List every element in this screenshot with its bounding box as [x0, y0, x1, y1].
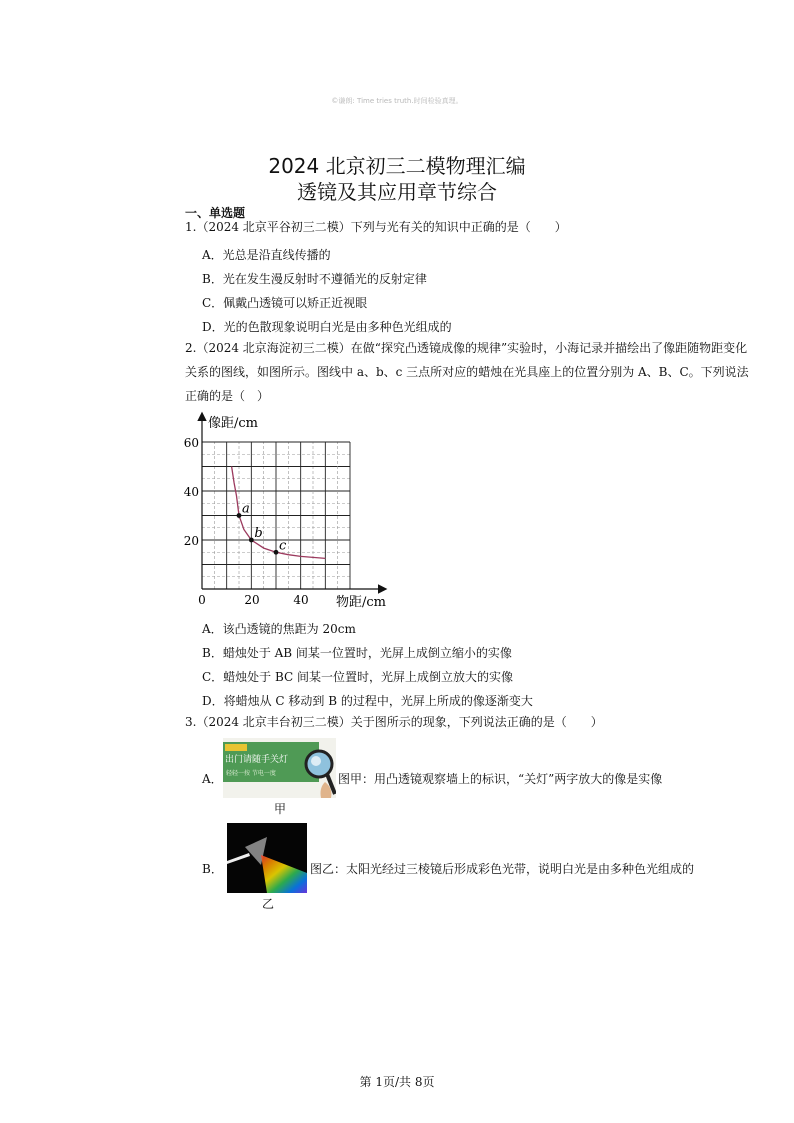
q3-stem: 3.（2024 北京丰台初三二模）关于图所示的现象，下列说法正确的是（ ） [185, 715, 603, 729]
q1-option-a: A．光总是沿直线传播的 [202, 248, 331, 262]
q2-option-b: B．蜡烛处于 AB 间某一位置时，光屏上成倒立缩小的实像 [202, 646, 512, 660]
data-point-label-b: b [254, 526, 263, 541]
q3-option-a-letter: A． [202, 772, 223, 786]
q2-stem-line2: 关系的图线，如图所示。图线中 a、b、c 三点所对应的蜡烛在光具座上的位置分别为 A、B、C。下列说法 [185, 365, 749, 379]
y-tick-20: 20 [183, 534, 199, 548]
x-axis-label: 物距/cm [336, 595, 386, 610]
data-point-b [249, 538, 254, 543]
sign-text-main: 出门请随手关灯 [225, 755, 289, 765]
figure-jia-sign-photo [223, 738, 336, 798]
figure-yi-caption: 乙 [262, 897, 275, 911]
page-title: 2024 北京初三二模物理汇编 [268, 154, 526, 178]
x-tick-20: 20 [244, 593, 260, 607]
q2-option-a: A．该凸透镜的焦距为 20cm [202, 622, 356, 636]
x-tick-0: 0 [198, 593, 206, 607]
section-heading: 一、单选题 [185, 206, 246, 220]
sign-text-sub: 轻轻一按 节电一度 [226, 770, 276, 777]
watermark: ©谦朗: Time tries truth.时间检验真理。 [331, 97, 463, 105]
q2-option-c: C．蜡烛处于 BC 间某一位置时，光屏上成倒立放大的实像 [202, 670, 514, 684]
q3-option-a-text: 图甲：用凸透镜观察墙上的标识，“关灯”两字放大的像是实像 [338, 772, 663, 786]
page-number: 第 1页/共 8页 [359, 1075, 435, 1089]
figure-jia-caption: 甲 [274, 802, 287, 816]
q2-stem-line3: 正确的是（ ） [185, 389, 270, 403]
q1-stem: 1.（2024 北京平谷初三二模）下列与光有关的知识中正确的是（ ） [185, 220, 567, 234]
q3-option-b-text: 图乙：太阳光经过三棱镜后形成彩色光带，说明白光是由多种色光组成的 [310, 862, 695, 876]
q3-option-b-letter: B． [202, 862, 223, 876]
data-point-label-c: c [279, 538, 287, 554]
q2-option-d: D．将蜡烛从 C 移动到 B 的过程中，光屏上所成的像逐渐变大 [202, 694, 533, 708]
figure-yi-prism-photo [227, 823, 307, 893]
q1-option-b: B．光在发生漫反射时不遵循光的反射定律 [202, 272, 427, 286]
y-axis-label: 像距/cm [208, 416, 258, 431]
q1-option-d: D．光的色散现象说明白光是由多种色光组成的 [202, 320, 452, 334]
data-point-a [237, 513, 242, 518]
y-tick-40: 40 [183, 485, 199, 499]
y-tick-60: 60 [183, 436, 199, 450]
q1-option-c: C．佩戴凸透镜可以矫正近视眼 [202, 296, 368, 310]
x-tick-40: 40 [293, 593, 309, 607]
data-point-c [274, 550, 279, 555]
q2-stem-line1: 2.（2024 北京海淀初三二模）在做“探究凸透镜成像的规律”实验时，小海记录并描绘出了像距随物距变化 [185, 341, 748, 355]
page-subtitle: 透镜及其应用章节综合 [297, 180, 497, 204]
chart-grid [202, 442, 350, 589]
image-distance-chart [175, 408, 415, 618]
data-point-label-a: a [242, 501, 250, 517]
